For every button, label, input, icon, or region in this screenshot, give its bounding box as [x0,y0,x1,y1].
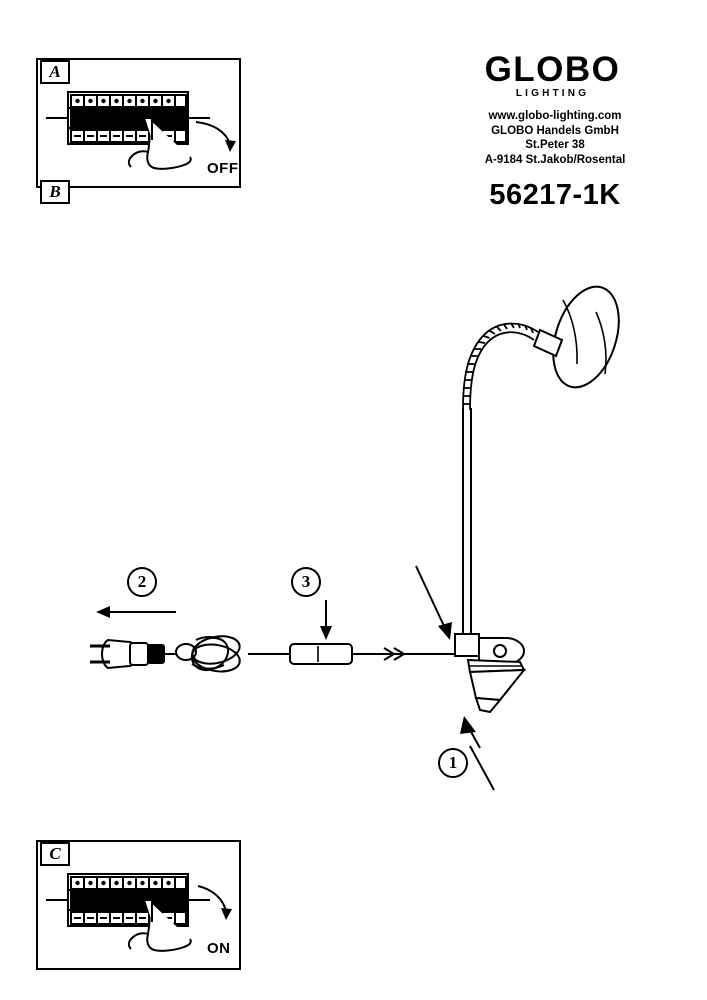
company-website: www.globo-lighting.com [488,110,622,122]
clamp [455,634,524,712]
step-number-3: 3 [291,567,321,597]
company-address [455,109,655,167]
flexible-gooseneck [463,323,538,410]
step-number-1: 1 [438,748,468,778]
lamp-stem [463,408,471,640]
step-tag-a: A [40,60,70,84]
step-tag-c: C [40,842,70,866]
company-name: GLOBO Handels GmbH [491,124,619,137]
step-number-2: 2 [127,567,157,597]
cable-bundle [176,632,242,677]
lamp-shade [541,278,630,395]
state-label-off: OFF [207,160,239,177]
power-cable [248,644,455,664]
brand-subtitle: LIGHTING [515,88,590,99]
step-tag-b: B [40,180,70,204]
brand-name: GLOBO [484,50,621,89]
mains-plug [90,640,164,668]
article-code: 56217-1K [489,179,621,211]
brand-block [455,52,675,212]
company-city: A-9184 St.Jakob/Rosental [484,153,626,166]
state-label-on: ON [207,940,231,957]
company-street: St.Peter 38 [525,139,585,151]
